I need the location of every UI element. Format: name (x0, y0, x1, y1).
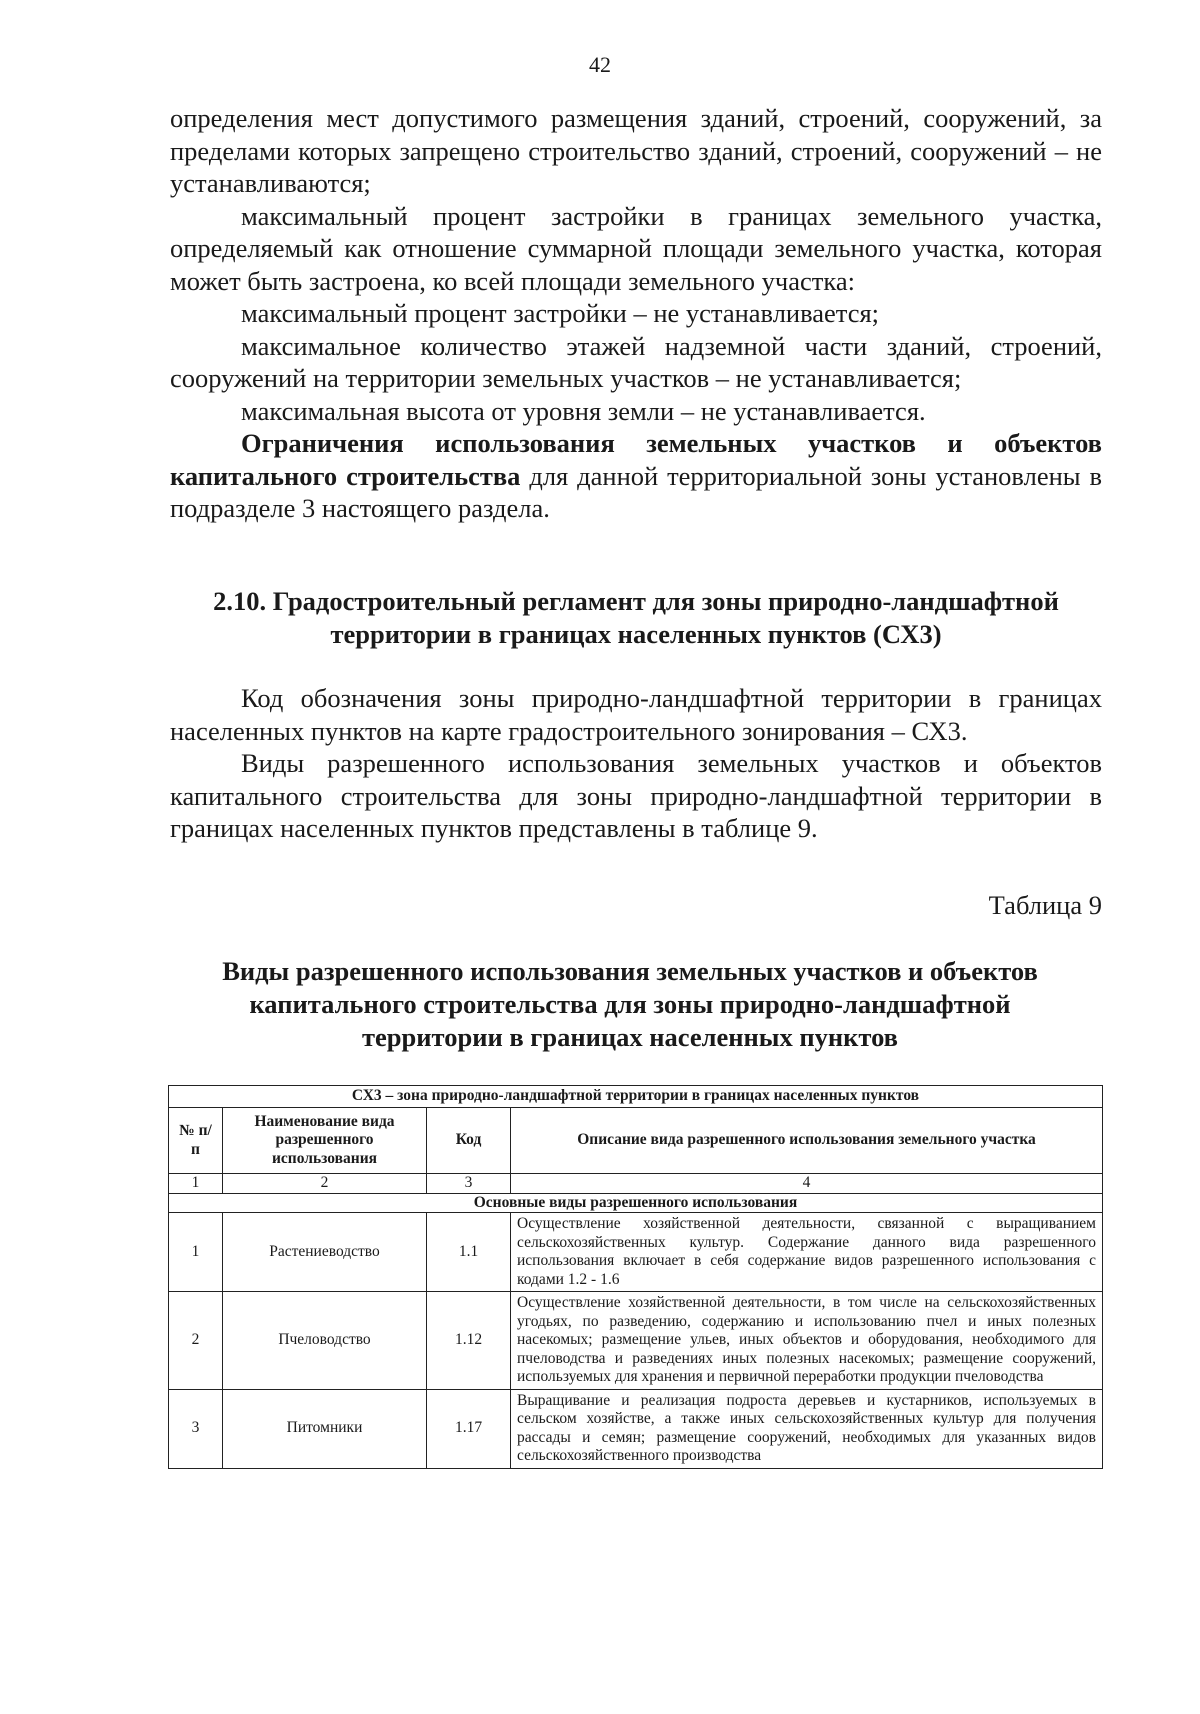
paragraph: максимальная высота от уровня земли – не устанавливается. (241, 395, 926, 426)
restriction-bold: Ограничения использования земельных участков и объектов капитального строительства (170, 428, 1102, 491)
column-header-row (169, 1108, 1103, 1174)
row-code-cell: 1.17 (427, 1389, 511, 1468)
row-description-cell: Выращивание и реализация подроста деревьев и кустарников, используемых в сельском хозяйстве, а также иных сельскохозяйственных культур для получения рассады и семян; размещение сооружений, необходимых для указанных видов сельскохозяйственного производства (511, 1389, 1103, 1468)
group-header-cell: Основные виды разрешенного использования (169, 1193, 1103, 1213)
row-description-cell: Осуществление хозяйственной деятельности, в том числе на сельскохозяйственных угодьях, по разведению, содержанию и использованию пчел и иных полезных насекомых; размещение ульев, иных объектов и оборудования, необходимого для пчеловодства и разведениях иных полезных насекомых; размещение сооружений, используемых для хранения и первичной переработки продукции пчеловодства (511, 1292, 1103, 1390)
row-code-cell: 1.12 (427, 1292, 511, 1390)
column-number-cell: 3 (427, 1174, 511, 1194)
row-num-cell: 3 (169, 1389, 223, 1468)
column-number-cell: 1 (169, 1174, 223, 1194)
page-number: 42 (589, 52, 611, 77)
table-row (169, 1389, 1103, 1468)
header-cell-name: Наименование вида разрешенного использования (223, 1108, 427, 1174)
header-cell-num: № п/п (169, 1108, 223, 1174)
row-num-cell: 2 (169, 1292, 223, 1390)
header-cell-description: Описание вида разрешенного использования земельного участка (511, 1108, 1103, 1174)
section-heading-line: территории в границах населенных пунктов (СХ3) (330, 619, 942, 649)
column-number-cell: 2 (223, 1174, 427, 1194)
group-header-row (169, 1193, 1103, 1213)
zone-header-cell: СХ3 – зона природно-ландшафтной территории в границах населенных пунктов (169, 1086, 1103, 1108)
body-text-mid (170, 682, 1102, 845)
header-cell-code: Код (427, 1108, 511, 1174)
table-title (150, 955, 1110, 1054)
row-name-cell: Питомники (223, 1389, 427, 1468)
zone-header-row (169, 1086, 1103, 1108)
row-code-cell: 1.1 (427, 1213, 511, 1292)
paragraph: максимальное количество этажей надземной части зданий, строений, сооружений на территории земельных участков – не устанавливается; (170, 330, 1102, 393)
paragraph: Виды разрешенного использования земельных участков и объектов капитального строительства для зоны природно-ландшафтной территории в границах населенных пунктов представлены в таблице 9. (170, 748, 1102, 843)
row-num-cell: 1 (169, 1213, 223, 1292)
paragraph: определения мест допустимого размещения зданий, строений, сооружений, за пределами которых запрещено строительство зданий, строений, сооружений – не устанавливаются; (170, 103, 1102, 198)
paragraph: Код обозначения зоны природно-ландшафтной территории в границах населенных пунктов на карте градостроительного зонирования – СХ3. (170, 683, 1102, 746)
column-number-cell: 4 (511, 1174, 1103, 1194)
table-title-line: территории в границах населенных пунктов (362, 1022, 898, 1052)
table-row (169, 1213, 1103, 1292)
row-description-cell: Осуществление хозяйственной деятельности, связанной с выращиванием сельскохозяйственных культур. Содержание данного вида разрешенного использования включает в себя содержание видов разрешенного использования с кодами 1.2 - 1.6 (511, 1213, 1103, 1292)
table-title-line: Виды разрешенного использования земельных участков и объектов (222, 956, 1038, 986)
section-heading-line: 2.10. Градостроительный регламент для зоны природно-ландшафтной (213, 586, 1059, 616)
restriction-paragraph (170, 427, 1102, 525)
column-number-row (169, 1174, 1103, 1194)
row-name-cell: Растениеводство (223, 1213, 427, 1292)
body-text-top (170, 102, 1102, 525)
land-use-table (168, 1085, 1103, 1469)
row-name-cell: Пчеловодство (223, 1292, 427, 1390)
section-heading (170, 585, 1102, 651)
paragraph: максимальный процент застройки в границах земельного участка, определяемый как отношение суммарной площади земельного участка, которая может быть застроена, ко всей площади земельного участка: (170, 200, 1102, 296)
paragraph: максимальный процент застройки – не устанавливается; (241, 298, 880, 328)
table-title-line: капитального строительства для зоны природно-ландшафтной (249, 989, 1011, 1019)
table-caption: Таблица 9 (988, 890, 1102, 920)
restriction-rest: для данной территориальной зоны установлены в подразделе 3 настоящего раздела. (170, 460, 1102, 523)
table-row (169, 1292, 1103, 1390)
